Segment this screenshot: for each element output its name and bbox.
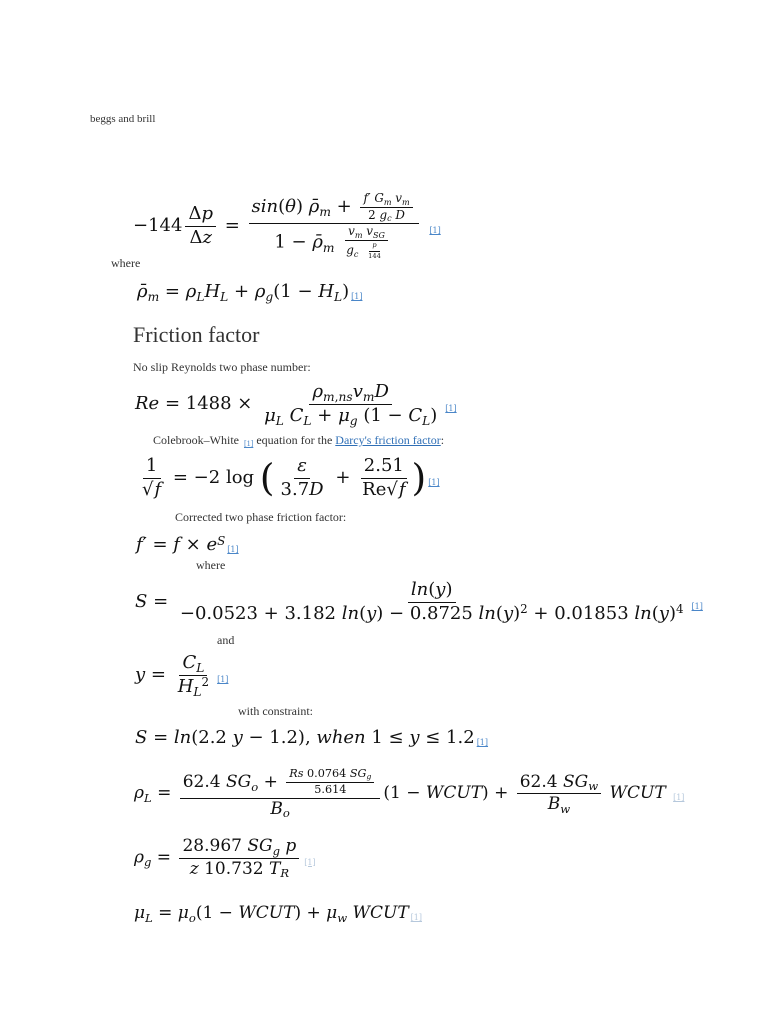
colebrook-prefix: Colebrook–White xyxy=(153,433,239,447)
mixture-density-equation: $\rhō_m = \rho_LH_L + \rho_g(1 - H_L)$ [1] xyxy=(137,281,363,304)
colebrook-white-equation: $\frac{1}{√f}$ = −2 log ( $\frac{\varepsilon}{3.7D}$ + $\frac{2.51}{Re√f}$ ) [1] xyxy=(142,455,440,500)
reference-link[interactable]: [1] xyxy=(217,675,229,685)
gas-density-equation: $\rho_g$ = $\frac{28.967 SG_g p}{z 10.732 T_R}$ [1] xyxy=(134,836,316,881)
colebrook-intro xyxy=(153,433,444,448)
corrected-friction-equation: $f' = f \times e^S[1]$ xyxy=(136,533,239,555)
darcy-friction-factor-link[interactable]: Darcy's friction factor xyxy=(335,433,441,447)
constraint-equation: S = ln(2.2 y − 1.2), when 1 ≤ y ≤ 1.2 [1] xyxy=(135,727,489,748)
reference-link[interactable]: [1] xyxy=(445,404,457,414)
reference-link[interactable]: [1] xyxy=(429,226,441,236)
reference-link[interactable]: [1] xyxy=(673,793,685,803)
liquid-viscosity-equation: $\mu_L = \mu_o(1$ − WCUT) + $\mu_w$ WCUT [1] xyxy=(134,903,423,925)
liquid-density-equation: $\rho_L$ = 62.4 $SG_o$ + $\frac{Rs 0.0764 SG_g}{5.614}$ $B_o$ (1 − WCUT) + $\frac{62.4 SG_w}{B_w}$ WCUT [1] xyxy=(134,767,685,821)
reference-link[interactable]: [1] xyxy=(351,292,363,301)
reference-link[interactable]: [1] xyxy=(428,478,440,488)
where-label-2: where xyxy=(196,558,226,572)
pressure-gradient-equation: −144 $\frac{\Delta p}{\Delta z}$ = sin(θ) $\rhō_m$ + $\frac{f' G_m v_m}{2 g_c D}$ $1 - \rhō_m$ $v_m$ $v_{SG}$ $g_c$ $\frac{p}{144}$ [1] xyxy=(133,191,441,260)
reference-link[interactable]: [1] xyxy=(304,857,316,867)
corrected-intro: Corrected two phase friction factor: xyxy=(175,510,347,524)
reynolds-intro: No slip Reynolds two phase number: xyxy=(133,360,311,374)
y-equation: y = $\frac{C_L}{H_L^2}$ [1] xyxy=(135,652,229,699)
constraint-intro: with constraint: xyxy=(238,704,313,718)
reference-link[interactable]: [1] xyxy=(243,439,254,448)
reference-link[interactable]: [1] xyxy=(410,913,423,922)
and-label: and xyxy=(217,633,235,647)
where-label: where xyxy=(111,256,141,270)
colebrook-middle: equation for the xyxy=(256,433,333,447)
reynolds-equation: Re = 1488 × $\frac{\rho_{m,ns}v_mD}{\mu_L C_L + \mu_g (1 - C_L)}$ [1] xyxy=(135,381,457,428)
reference-link[interactable]: [1] xyxy=(227,545,239,554)
s-equation: S = $\frac{\ln(y)}{-0.0523 + 3.182 \ln(y) - 0.8725 \ln(y)^2 + 0.01853 \ln(y)^4}$ [1] xyxy=(135,579,703,624)
reference-link[interactable]: [1] xyxy=(476,738,489,747)
colebrook-suffix: : xyxy=(440,433,445,447)
document-label: beggs and brill xyxy=(90,113,156,125)
reference-link[interactable]: [1] xyxy=(691,602,703,612)
friction-factor-heading: Friction factor xyxy=(133,322,260,347)
